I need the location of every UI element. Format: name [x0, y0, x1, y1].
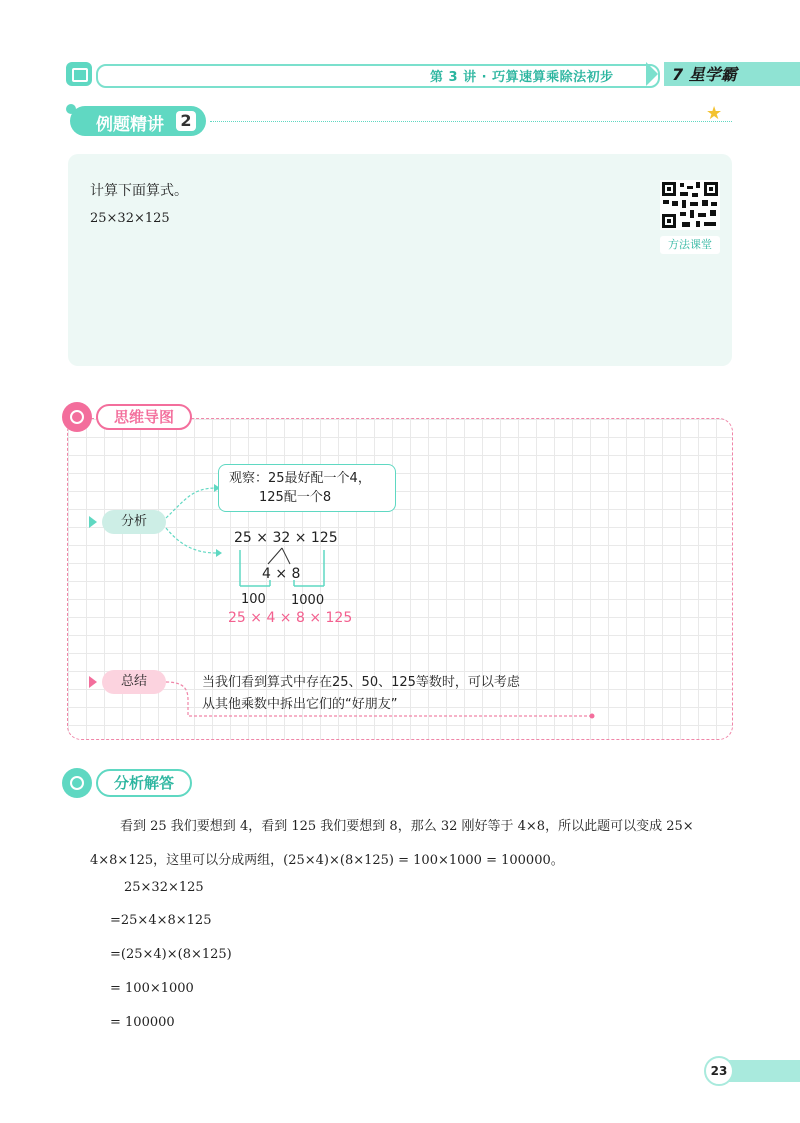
- solution-step: =(25×4)×(8×125): [110, 947, 232, 962]
- solution-step: 25×32×125: [124, 880, 204, 895]
- summary-line-1: 当我们看到算式中存在25、50、125等数时，可以考虑: [202, 675, 520, 690]
- summary-text: [202, 672, 602, 716]
- analysis-node: 分析: [102, 510, 166, 534]
- answer-title: 分析解答: [96, 769, 192, 797]
- observation-line-1: 观察：25最好配一个4，: [229, 471, 371, 486]
- answer-paragraph: [90, 810, 740, 878]
- summary-node: 总结: [102, 670, 166, 694]
- lecture-title: 第 3 讲 · 巧算速算乘除法初步: [430, 70, 614, 85]
- example-number: 2: [176, 111, 196, 131]
- mind-map-title: 思维导图: [96, 404, 192, 430]
- star-icon: ★: [706, 103, 723, 124]
- question-formula: 25×32×125: [90, 211, 170, 226]
- summary-arrow-icon: [89, 676, 97, 688]
- expression-result: 25 × 4 × 8 × 125: [228, 610, 353, 626]
- answer-badge-ring: [70, 776, 84, 790]
- expression-split: 4 × 8: [262, 566, 301, 582]
- answer-paragraph-line-2: 4×8×125，这里可以分成两组，(25×4)×(8×125) = 100×1000 = 100000。: [90, 853, 564, 868]
- observation-line-2: 125配一个8: [259, 490, 332, 505]
- pair-left-result: 100: [241, 592, 266, 607]
- answer-paragraph-line-1: 看到 25 我们要想到 4，看到 125 我们要想到 8，那么 32 刚好等于 4×8，所以此题可以变成 25×: [120, 819, 694, 834]
- solution-step: = 100000: [110, 1015, 175, 1030]
- expression-top: 25 × 32 × 125: [234, 530, 338, 546]
- solution-step: =25×4×8×125: [110, 913, 212, 928]
- example-label: 例题精讲: [96, 115, 164, 135]
- question-text: 计算下面算式。: [90, 183, 188, 199]
- brand-title: 7 星学霸: [672, 65, 737, 84]
- solution-step: = 100×1000: [110, 981, 194, 996]
- pair-right-result: 1000: [291, 593, 325, 608]
- qr-label: 方法课堂: [660, 236, 720, 254]
- observation-box: [218, 464, 396, 512]
- page-number: 23: [704, 1056, 734, 1086]
- analysis-arrow-icon: [89, 516, 97, 528]
- summary-line-2: 从其他乘数中拆出它们的“好朋友”: [202, 697, 398, 712]
